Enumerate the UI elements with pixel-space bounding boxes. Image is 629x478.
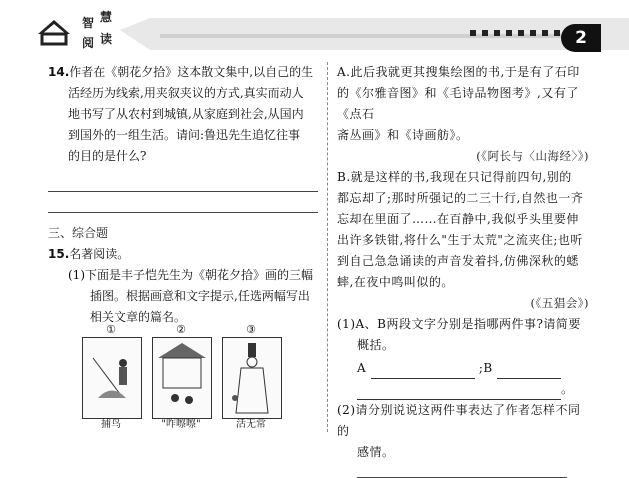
sub-q2-answer-line[interactable] [357, 463, 567, 478]
q15-title: 名著阅读。 [69, 247, 130, 261]
right-column [337, 62, 589, 478]
q14-line-5: 的目的是什么? [68, 149, 147, 163]
passage-b-line-5: 到自己急急诵读的声音发着抖,仿佛深秋的蟋 [337, 254, 579, 268]
q14-line-3: 地书写了从农村到城镇,从家庭到社会,从国内 [68, 107, 304, 121]
illustrations [82, 323, 282, 430]
q15-sub1-line-2: 插图。根据画意和文字提示,任选两幅写出 [90, 289, 310, 303]
logo-char-2: 慧 [100, 10, 114, 24]
sub-question-1 [337, 314, 589, 400]
blank-b-label: ;B [478, 361, 493, 375]
passage-a-line-3: 斋丛画》和《诗画舫》。 [337, 128, 469, 142]
left-column [48, 62, 318, 328]
page-header [0, 0, 629, 58]
page-number: 2 [561, 24, 601, 52]
section-3-heading: 三、综合题 [48, 226, 109, 240]
picture-1-label: 捕鸟 [101, 419, 121, 430]
passage-b-line-4: 出许多铁钳,将什么"生于太荒"之流夹住;也听 [337, 233, 583, 247]
logo-char-3: 阅 [82, 36, 96, 50]
picture-2-label: "咋嚓嚓" [161, 419, 201, 430]
blank-period: 。 [561, 382, 574, 396]
picture-1 [82, 337, 142, 419]
picture-2 [152, 337, 212, 419]
q15-number: 15. [48, 247, 70, 261]
picture-1-number: ① [106, 323, 116, 336]
picture-3-number: ③ [246, 323, 256, 336]
q14-line-4: 到国外的一组生活。请问:鲁迅先生追忆往事 [68, 128, 301, 142]
question-15 [48, 244, 318, 328]
q15-sub1-line-3: 相关文章的篇名。 [90, 310, 187, 324]
source-b: (《五猖会》) [530, 296, 589, 310]
q15-sub1-line-1: (1)下面是丰子恺先生为《朝花夕拾》画的三幅 [68, 268, 313, 282]
answer-line-1[interactable] [48, 171, 318, 192]
sub-question-2 [337, 400, 589, 478]
book-logo-icon [36, 16, 72, 48]
sub-q2-line-1: (2)请分别说说这两件事表达了作者怎样不同的 [337, 403, 581, 438]
column-divider [327, 62, 328, 432]
source-a: (《阿长与〈山海经〉》) [476, 149, 589, 163]
passage-b-line-3: 忘却在里面了……在百静中,我似乎头里要伸 [337, 212, 579, 226]
passage-a-line-1: A.此后我就更其搜集绘图的书,于是有了石印 [337, 65, 580, 79]
passage-a-line-2: 的《尔雅音图》和《毛诗品物图考》,又有了《点石 [337, 86, 579, 121]
blank-a-label: A [357, 361, 367, 375]
picture-2-number: ② [176, 323, 186, 336]
house-illustration-icon [153, 338, 211, 418]
q14-line-2: 活经历为线索,用夹叙夹议的方式,真实而动人 [68, 86, 304, 100]
q14-line-1: 作者在《朝花夕拾》这本散文集中,以自己的生 [69, 65, 314, 79]
passage-b [337, 167, 589, 293]
logo-char-1: 智 [82, 16, 96, 30]
logo-char-4: 读 [100, 32, 114, 46]
sub-q1-line-2: 概括。 [357, 338, 395, 352]
passage-a [337, 62, 589, 146]
passage-b-line-1: B.就是这样的书,我现在只记得前四句,别的 [337, 170, 572, 184]
q14-number: 14. [48, 65, 70, 79]
passage-b-line-2: 都忘却了;那时所强记的二三十行,自然也一齐 [337, 191, 584, 205]
wuchang-figure-illustration-icon [223, 338, 281, 418]
question-14 [48, 62, 318, 167]
sub-q2-line-2: 感情。 [357, 445, 395, 459]
bird-catching-illustration-icon [83, 338, 141, 418]
picture-3 [222, 337, 282, 419]
sub-q1-line-1: (1)A、B两段文字分别是指哪两件事?请简要 [337, 317, 581, 331]
picture-3-label: 活无常 [236, 419, 266, 430]
answer-line-2[interactable] [48, 192, 318, 213]
passage-b-line-6: 蟀,在夜中鸣叫似的。 [337, 275, 454, 289]
